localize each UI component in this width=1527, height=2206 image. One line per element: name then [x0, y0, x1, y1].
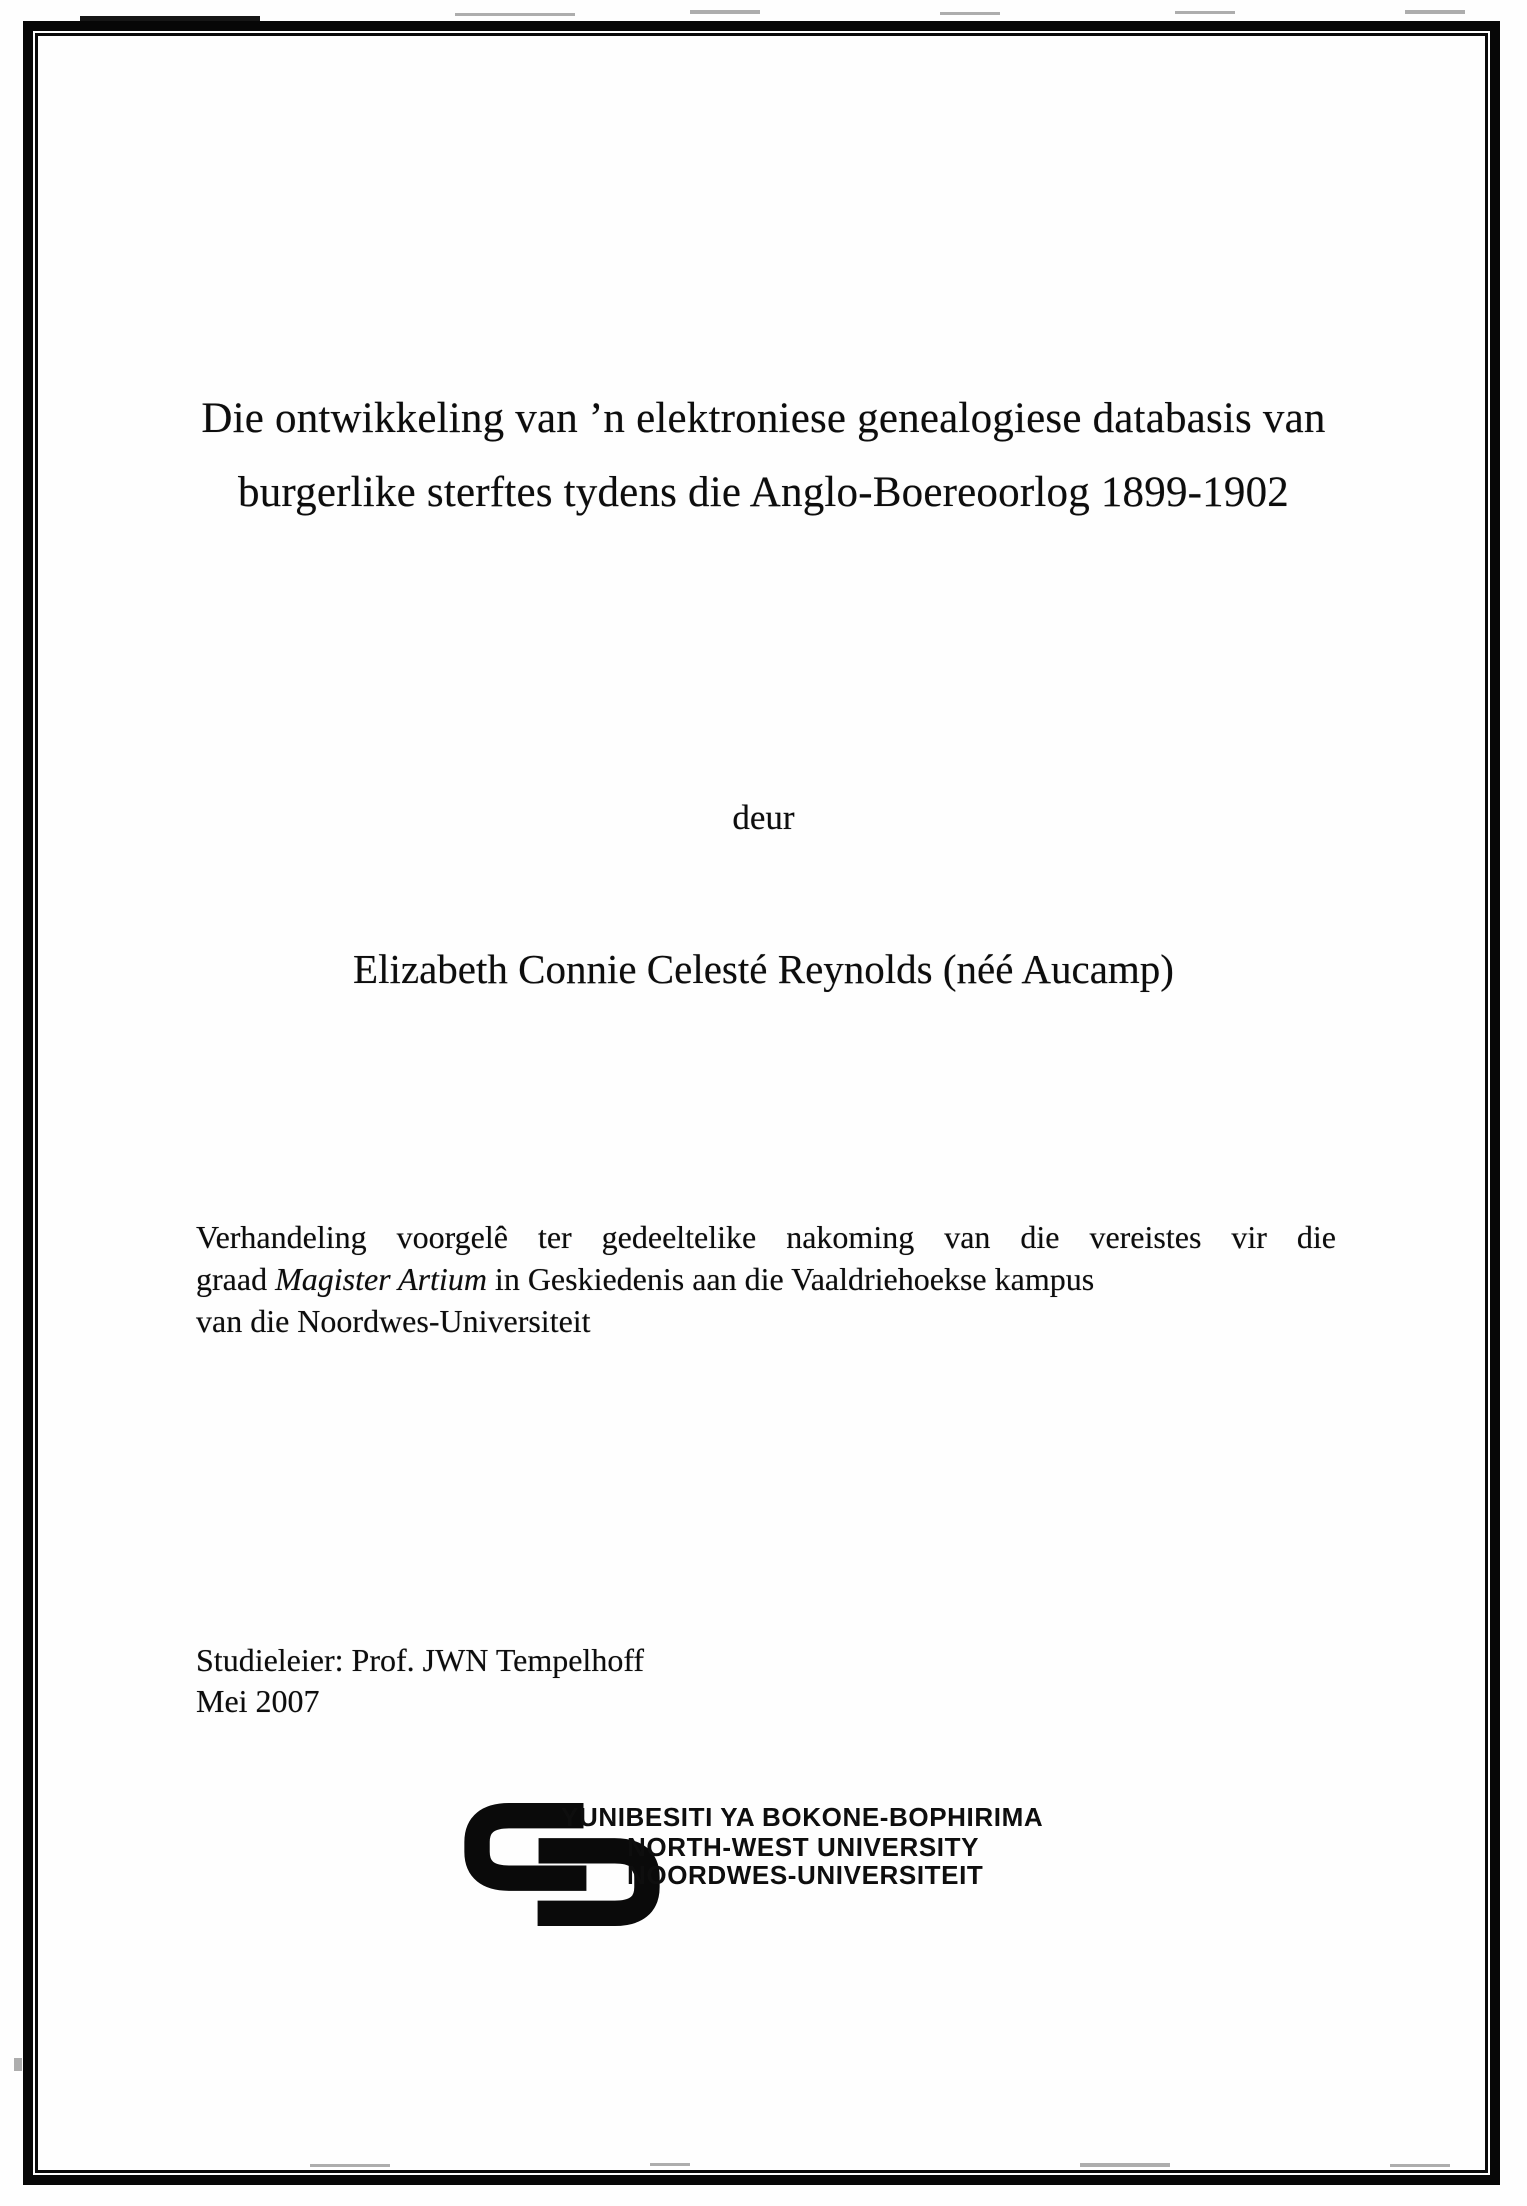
- date-line: Mei 2007: [196, 1683, 320, 1719]
- scan-artifact: [1405, 10, 1465, 14]
- degree-statement-line2-suffix: in Geskiedenis aan die Vaaldriehoekse kampus: [486, 1261, 1095, 1297]
- thesis-title-line1: Die ontwikkeling van ’n elektroniese genealogiese databasis van: [201, 395, 1326, 442]
- degree-statement: [196, 1216, 1336, 1342]
- scan-artifact: [455, 13, 575, 16]
- scan-artifact: [14, 2058, 22, 2071]
- logo-text-english: NORTH-WEST UNIVERSITY: [627, 1832, 980, 1862]
- supervisor-line: Studieleier: Prof. JWN Tempelhoff: [196, 1642, 645, 1678]
- supervisor-block: [196, 1640, 644, 1722]
- degree-statement-line2-prefix: graad: [196, 1261, 276, 1297]
- thesis-title-line2: burgerlike sterftes tydens die Anglo-Boereoorlog 1899-1902: [238, 469, 1289, 516]
- degree-statement-line2: [196, 1258, 1336, 1300]
- scan-artifact: [940, 12, 1000, 15]
- degree-statement-line3: van die Noordwes-Universiteit: [196, 1303, 591, 1339]
- logo-text-setswana: YUNIBESITI YA BOKONE-BOPHIRIMA: [561, 1802, 1044, 1832]
- degree-statement-line1: Verhandeling voorgelê ter gedeeltelike nakoming van die vereistes vir die: [196, 1219, 1336, 1255]
- scan-artifact: [1175, 11, 1235, 14]
- author-name: Elizabeth Connie Celesté Reynolds (néé Aucamp): [353, 946, 1174, 992]
- degree-name-italic: Magister Artium: [275, 1261, 487, 1297]
- logo-text-afrikaans: NOORDWES-UNIVERSITEIT: [627, 1860, 984, 1890]
- thesis-title: [100, 382, 1427, 530]
- byline-deur: deur: [732, 798, 795, 837]
- scan-artifact: [690, 10, 760, 14]
